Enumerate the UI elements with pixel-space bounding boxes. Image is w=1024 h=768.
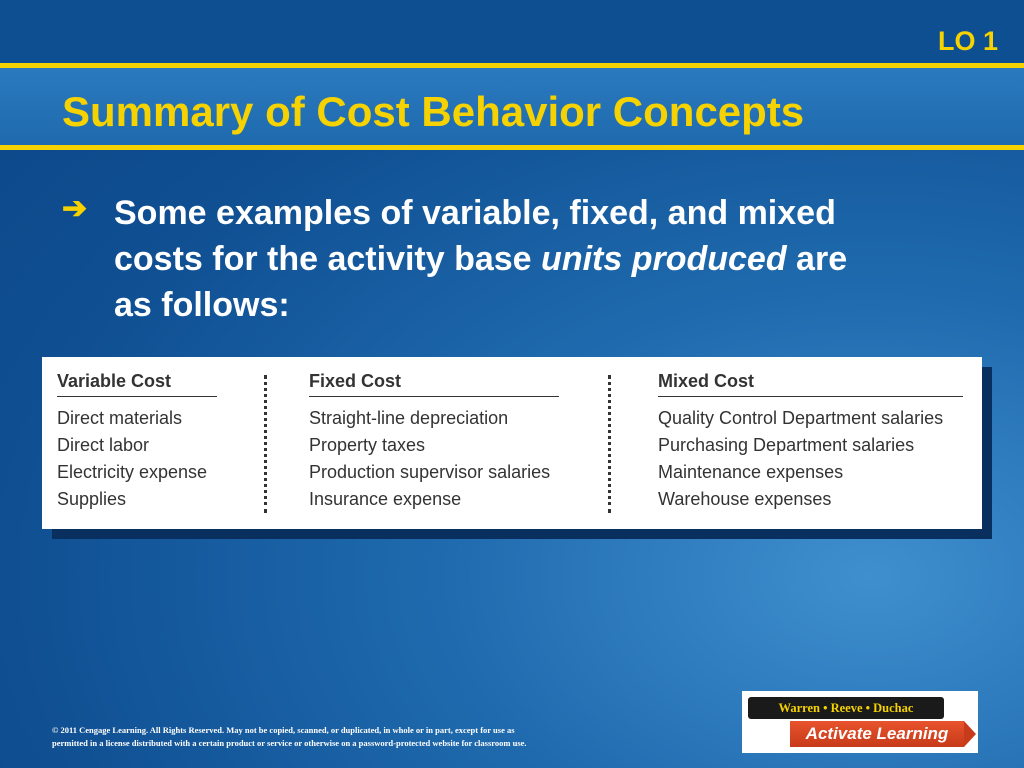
column-divider [608, 375, 611, 513]
list-item: Production supervisor salaries [309, 462, 551, 482]
list-item: Straight-line depreciation [309, 408, 509, 428]
list-item: Insurance expense [309, 489, 462, 509]
bullet-text-part2: are as follows: [114, 240, 848, 324]
slide-title: Summary of Cost Behavior Concepts [62, 88, 805, 135]
logo-arrow-tip [964, 721, 976, 747]
copyright-line-1: © 2011 Cengage Learning. All Rights Reserved. May not be copied, scanned, or duplicated, in whole or in part, except for use as [52, 725, 515, 735]
bullet-text-part1: Some examples of variable, fixed, and mixed costs for the activity base [114, 194, 836, 278]
logo-authors: Warren • Reeve • Duchac [748, 697, 944, 719]
list-item: Supplies [57, 489, 127, 509]
lo-badge: LO 1 [937, 26, 998, 56]
column-header: Fixed Cost [309, 371, 559, 397]
list-item: Direct materials [57, 408, 183, 428]
list-item: Warehouse expenses [658, 489, 832, 509]
bullet-text-italic: units produced [541, 240, 787, 278]
column-fixed-cost [309, 371, 559, 513]
column-header: Variable Cost [57, 371, 217, 397]
list-item: Purchasing Department salaries [658, 435, 915, 455]
list-item: Electricity expense [57, 462, 208, 482]
column-mixed-cost [658, 371, 963, 513]
title-band [0, 63, 1024, 150]
list-item: Property taxes [309, 435, 426, 455]
column-header: Mixed Cost [658, 371, 963, 397]
publisher-logo [742, 691, 978, 753]
column-divider [264, 375, 267, 513]
logo-tagline: Activate Learning [790, 721, 964, 747]
top-bar [0, 0, 1024, 66]
column-variable-cost [57, 371, 217, 513]
list-item: Direct labor [57, 435, 150, 455]
arrow-right-icon: ➔ [62, 192, 88, 225]
cost-table [42, 357, 982, 529]
bullet-point [62, 190, 862, 328]
list-item: Maintenance expenses [658, 462, 844, 482]
bullet-text [114, 190, 862, 328]
copyright-notice [52, 724, 712, 750]
copyright-line-2: permitted in a license distributed with a certain product or service or otherwise on a password-protected website for classroom use. [52, 738, 527, 748]
list-item: Quality Control Department salaries [658, 408, 944, 428]
